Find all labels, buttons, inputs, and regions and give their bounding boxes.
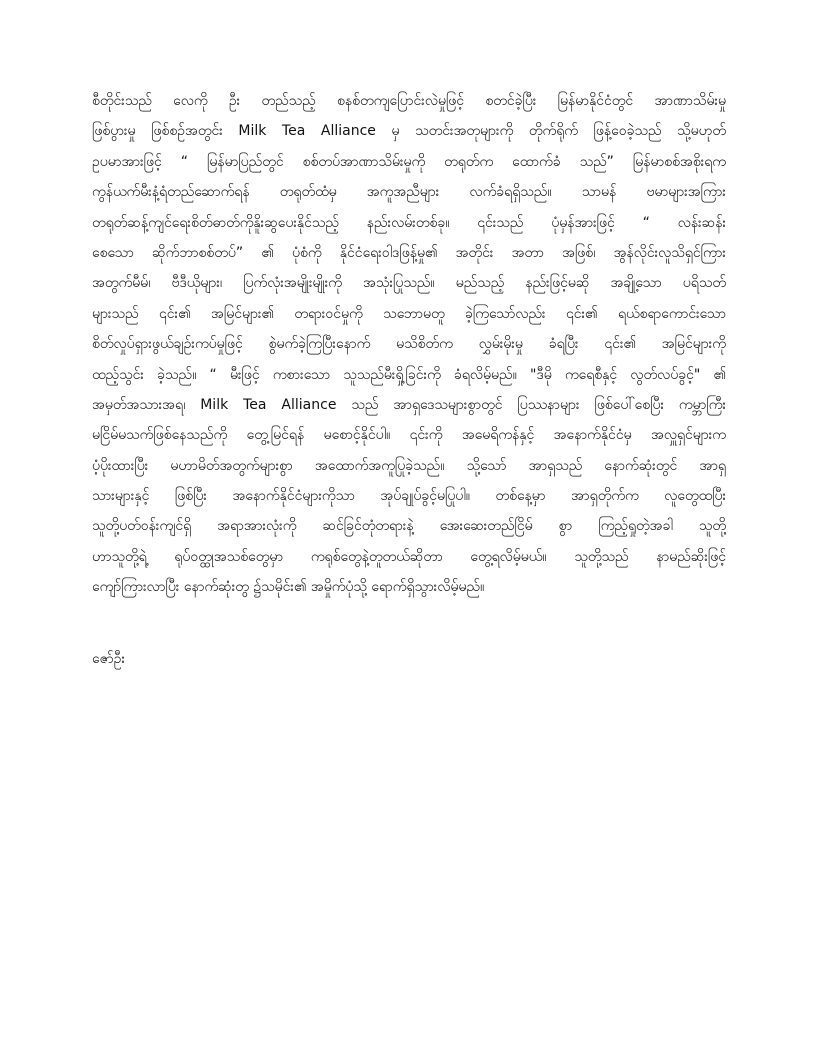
paragraph-line: ဟာသူတို့ရဲ့ ရုပ်ဝတ္ထုအသစ်တွေမှာ ကရုစ်တွေနဲ့တူတယ်ဆိုတာ တွေ့ရလိမ့်မယ်။ သူတို့သည် နာမည်ဆိုးဖြင့် [92, 548, 726, 565]
paragraph-line: သားများနှင့် ဖြစ်ပြီး အနောက်နိုင်ငံများကိုသာ အုပ်ချုပ်ခွင့်မပြုပါ။ တစ်နေ့မှာ အာရှတိုက်က လူတွေထပြီး [92, 488, 726, 505]
paragraph-line: ကျော်ကြားလာပြီး နောက်ဆုံးတွ ၌သမိုင်း၏ အမှိုက်ပုံသို့ ရောက်ရှိသွားလိမ့်မည်။ [92, 579, 485, 596]
paragraph-line: ဥပမာအားဖြင့် “ မြန်မာပြည်တွင် စစ်တပ်အာဏာသိမ်းမှုကို တရုတ်က ထောက်ခံ သည်” မြန်မာစစ်အစိုးရက [92, 153, 726, 170]
paragraph-line: များသည် ၎င်း၏ အမြင်များ၏ တရားဝင်မှုကို သဘောမတူ ခဲ့ကြသော်လည်း ၎င်း၏ ရယ်စရာကောင်းသော [92, 305, 726, 322]
author-signature: ဇော်ဦး [92, 651, 126, 667]
body-paragraph [92, 86, 726, 603]
paragraph-line: ကွန်ယက်မီးနံ့ရံတည်ဆောက်ရန် တရုတ်ထံမှ အကူအညီများ လက်ခံရရှိသည်။ သာမန် ဗမာများအကြား [92, 184, 726, 201]
paragraph-line: စီတိုင်းသည် လေကို ဦး တည်သည့် စနစ်တကျပြောင်းလဲမှုဖြင့် စတင်ခဲ့ပြီး မြန်မာနိုင်ငံတွင် အာဏာသိမ်းမှု [92, 93, 726, 109]
paragraph-line: ဖြစ်ပွားမှု ဖြစ်စဉ်အတွင်း Milk Tea Alliance မှ သတင်းအတုများကို တိုက်ရိုက် ဖြန့်ဝေခဲ့သည် သို့မဟုတ် [92, 123, 726, 140]
paragraph-line: သူတို့ပတ်ဝန်းကျင်ရှိ အရာအားလုံးကို ဆင်ခြင်တုံတရားနဲ့ အေးဆေးတည်ငြိမ် စွာ ကြည့်ရှုတဲ့အခါ သူတို့ [92, 518, 726, 535]
paragraph-line: အတွက်မီမ်၊ ဗီဒီယိုများ၊ ပြက်လုံးအမျိုးမျိုးကို အသုံးပြုသည်။ မည်သည့် နည်းဖြင့်မဆို အချို့သော ပရိသတ် [92, 275, 726, 292]
paragraph-line: အမှတ်အသားအရ၊ Milk Tea Alliance သည် အာရှဒေသများစွာတွင် ပြဿနာများ ဖြစ်ပေါ်စေပြီး ကမ္ဘာကြီး [92, 396, 726, 413]
paragraph-line: တရုတ်ဆန့်ကျင်ရေးစိတ်ဓာတ်ကိုနိူးဆွပေးနိုင်သည့် နည်းလမ်းတစ်ခု။ ၎င်းသည် ပုံမှန်အားဖြင့် “ လန်းဆန်း [92, 214, 726, 231]
paragraph-line: ပံ့ပိုးထားပြီး မဟာမိတ်အတွက်များစွာ အထောက်အကူပြုခဲ့သည်။ သို့သော် အာရှသည် နောက်ဆုံးတွင် အာရှ [92, 457, 726, 474]
paragraph-line: ထည့်သွင်း ခဲ့သည်။ “ မီးဖြင့် ကစားသော သူသည်မီးရှို့ခြင်းကို ခံရလိမ့်မည်။ "ဒီမို ကရေစီနှင့် လွတ်လပ်ခွင့်" ၏ [92, 366, 726, 383]
paragraph-line: စေသော ဆိုက်ဘာစစ်တပ်” ၏ ပုံစံကို နိုင်ငံရေးဝါဒဖြန့်မှု၏ အတိုင်း အတာ အဖြစ်၊ အွန်လိုင်းလူသိရှင်ကြား [92, 244, 726, 261]
paragraph-line: မငြိမ်မသက်ဖြစ်နေသည်ကို တွေ့မြင်ရန် မစောင့်နိုင်ပါ။ ၎င်းကို အမေရိကန်နှင့် အနောက်နိုင်ငံမှ အလှူရှင်များက [92, 427, 726, 444]
paragraph-line: စိတ်လှုပ်ရှားဖွယ်ချဉ်းကပ်မှုဖြင့် စွဲမက်ခဲ့ကြပြီးနောက် မသိစိတ်က လွှမ်းမိုးမှု ခံရပြီး ၎င်း၏ အမြင်များကို [92, 336, 726, 353]
